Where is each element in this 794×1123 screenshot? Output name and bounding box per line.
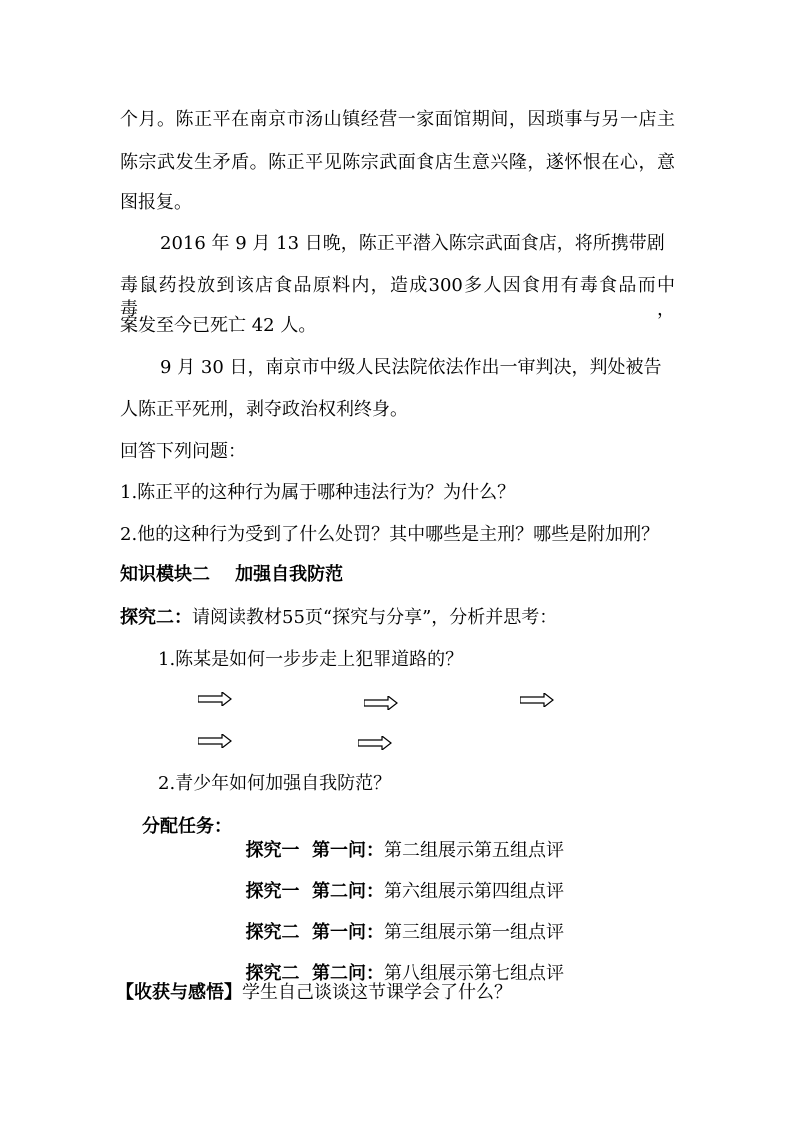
paragraph-line: 毒鼠药投放到该店食品原料内，造成300多人因食用有毒食品而中毒，: [120, 275, 675, 320]
paragraph-line: 陈宗武发生矛盾。陈正平见陈宗武面食店生意兴隆，遂怀恨在心，意: [120, 152, 675, 173]
question-1: 1.陈正平的这种行为属于哪种违法行为？为什么？: [120, 482, 516, 503]
right-arrow-icon: [358, 736, 392, 750]
assignment-task: 探究二 第一问：: [245, 922, 384, 943]
right-arrow-icon: [198, 692, 232, 706]
assignment-label: 分配任务：: [142, 816, 232, 837]
assignment-task: 探究一 第二问：: [245, 881, 384, 902]
sub-question-1: 1.陈某是如何一步步走上犯罪道路的？: [158, 649, 464, 670]
assignment-groups: 第三组展示第一组点评: [384, 922, 564, 943]
assignment-groups: 第二组展示第五组点评: [384, 840, 564, 861]
assignment-task: 探究一 第一问：: [245, 840, 384, 861]
paragraph-line: 9 月 30 日，南京市中级人民法院依法作出一审判决，判处被告: [160, 357, 662, 378]
reflection-label: 【收获与感悟】: [116, 982, 242, 1003]
assignment-row: [234, 938, 564, 986]
inquiry-text: 请阅读教材55页“探究与分享”，分析并思考：: [192, 607, 558, 628]
assignment-groups: 第八组展示第七组点评: [384, 963, 564, 984]
inquiry-two: [120, 606, 557, 630]
right-arrow-icon: [364, 696, 398, 710]
paragraph-line: 案发至今已死亡 42 人。: [120, 315, 317, 336]
paragraph-line: 2016 年 9 月 13 日晚，陈正平潜入陈宗武面食店，将所携带剧: [160, 233, 665, 254]
assignment-task: 探究二 第二问：: [245, 963, 384, 984]
module-heading: 知识模块二 加强自我防范: [120, 564, 344, 585]
question-2: 2.他的这种行为受到了什么处罚？其中哪些是主刑？哪些是附加刑？: [120, 524, 660, 545]
inquiry-label: 探究二：: [120, 607, 192, 628]
right-arrow-icon: [198, 734, 232, 748]
sub-question-2: 2.青少年如何加强自我防范？: [158, 773, 392, 794]
paragraph-line: 图报复。: [120, 192, 192, 213]
paragraph-line: 人陈正平死刑，剥夺政治权利终身。: [120, 399, 408, 420]
assignment-groups: 第六组展示第四组点评: [384, 881, 564, 902]
right-arrow-icon: [520, 693, 554, 707]
reflection-text: 学生自己谈谈这节课学会了什么？: [242, 982, 512, 1003]
questions-intro: 回答下列问题：: [120, 441, 246, 462]
paragraph-line: 个月。陈正平在南京市汤山镇经营一家面馆期间，因琐事与另一店主: [120, 109, 675, 130]
reflection: [116, 981, 512, 1005]
